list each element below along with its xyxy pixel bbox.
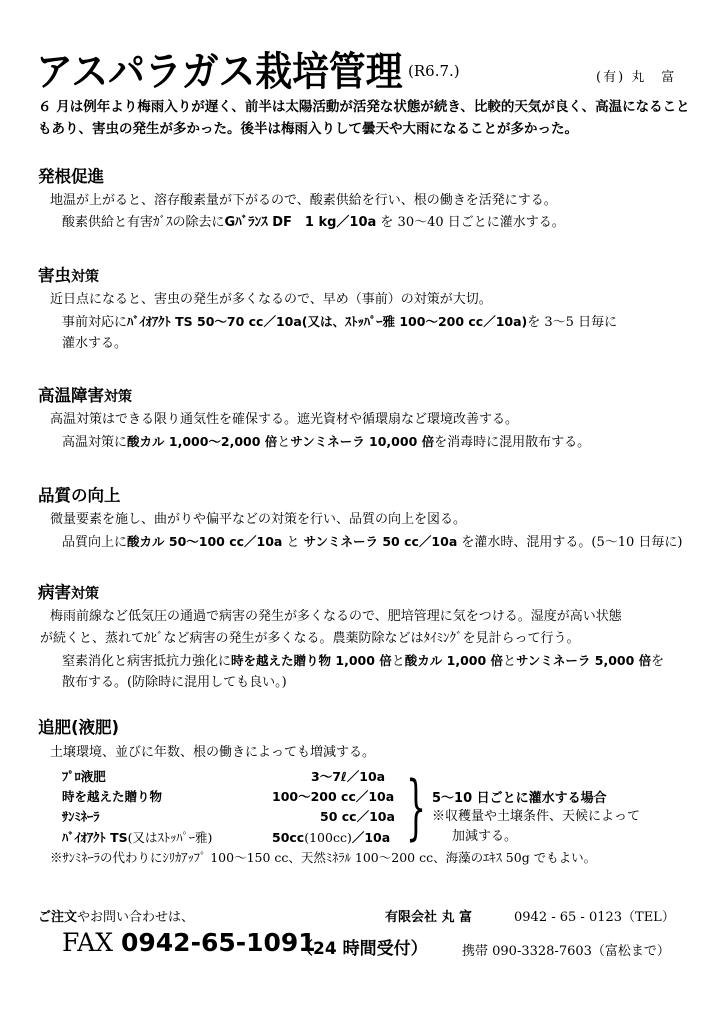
product-name: 時を越えた贈り物	[62, 789, 163, 804]
fertilizer-remark-2: 加減する。	[452, 829, 518, 844]
rooting-line-2: 酸素供給と有害ｶﾞｽの除去にGﾊﾞﾗﾝｽ DF 1 kg／10a を 30～40 日ごとに灌水する。	[62, 215, 565, 230]
company-name-footer: 有限会社 丸 富	[385, 910, 473, 925]
right-brace: }	[406, 766, 427, 848]
disease-line-4: 散布する。(防除時に混用しても良い。)	[62, 675, 287, 690]
quality-line-1: 微量要素を施し、曲がりや偏平などの対策を行い、品質の向上を図る。	[50, 512, 467, 527]
inquiry-text: ご注文やお問い合わせは、	[38, 910, 195, 925]
product-name: ｻﾝﾐﾈｰﾗ	[62, 809, 100, 824]
fertilizer-condition: 5～10 日ごとに灌水する場合	[432, 791, 607, 806]
quality-product-1: 酸カル 50～100 cc／10a	[127, 534, 283, 549]
disease-line-3: 窒素消化と病害抵抗力強化に時を越えた贈り物 1,000 倍と酸カル 1,000 倍とサンミネーラ 5,000 倍を	[62, 653, 665, 669]
mobile-phone: 携帯 090-3328-7603（富松まで）	[462, 944, 670, 959]
heading-rooting: 発根促進	[38, 167, 104, 186]
product-amount: 50 cc／10a	[320, 809, 395, 824]
product-amount: 100～200 cc／10a	[272, 789, 395, 804]
intro-paragraph: ６ 月は例年より梅雨入りが遅く、前半は太陽活動が活発な状態が続き、比較的天気が良く、高温になることもあり、害虫の発生が多かった。後半は梅雨入りして曇天や大雨になることが多かった。	[38, 99, 690, 137]
page-title: アスパラガス栽培管理	[36, 49, 403, 95]
disease-product-1: 時を越えた贈り物 1,000 倍	[231, 653, 392, 668]
heading-fertilizer: 追肥(液肥)	[38, 718, 120, 737]
disease-line-1: 梅雨前線など低気圧の通過で病害の発生が多くなるので、肥培管理に気をつける。湿度が高い状態	[50, 609, 622, 624]
pest-line-2: 事前対応にﾊﾞｲｵｱｸﾄ TS 50～70 cc／10a(又は、ｽﾄｯﾊﾟｰ雅 100～200 cc／10a)を 3～5 日毎に	[62, 314, 618, 330]
fax-line: FAX 0942-65-1091	[62, 928, 316, 957]
product-amount: 50cc(100cc)／10a	[272, 830, 391, 845]
company-name-top: (有) 丸 富	[596, 70, 677, 85]
telephone: 0942 - 65 - 0123（TEL）	[514, 910, 675, 925]
rooting-line-1: 地温が上がると、溶存酸素量が下がるので、酸素供給を行い、根の働きを活発にする。	[50, 193, 557, 208]
heading-quality: 品質の向上	[38, 486, 121, 505]
disease-product-2: 酸カル 1,000 倍	[404, 653, 504, 668]
heading-disease: 病害対策	[38, 583, 99, 602]
pest-line-3: 灌水する。	[62, 336, 128, 351]
rooting-product: Gﾊﾞﾗﾝｽ DF 1 kg／10a	[224, 215, 377, 230]
quality-line-2: 品質向上に酸カル 50～100 cc／10a と サンミネーラ 50 cc／10a を灌水時、混用する。(5～10 日毎に)	[62, 534, 683, 550]
heat-line-2: 高温対策に酸カル 1,000～2,000 倍とサンミネーラ 10,000 倍を消毒時に混用散布する。	[62, 434, 591, 450]
fertilizer-remark-1: ※収穫量や土壌条件、天候によって	[432, 809, 641, 824]
pest-line-1: 近日点になると、害虫の発生が多くなるので、早め（事前）の対策が大切。	[50, 292, 492, 307]
pest-product: ﾊﾞｲｵｱｸﾄ TS 50～70 cc／10a(又は、ｽﾄｯﾊﾟｰ雅 100～200 cc／10a)	[127, 314, 528, 329]
fax-number: 0942-65-1091	[120, 928, 316, 957]
heat-line-1: 高温対策はできる限り通気性を確保する。遮光資材や循環扇など環境改善する。	[50, 412, 519, 427]
heading-heat: 高温障害対策	[38, 386, 132, 405]
disease-line-2: が続くと、蒸れてｶﾋﾞなど病害の発生が多くなる。農薬防除などはﾀｲﾐﾝｸﾞを見計らって行う。	[40, 631, 580, 646]
fax-note: （24 時間受付）	[296, 939, 428, 959]
quality-product-2: サンミネーラ 50 cc／10a	[303, 534, 458, 549]
heading-pest: 害虫対策	[38, 266, 99, 285]
fertilizer-line-1: 土壌環境、並びに年数、根の働きによっても増減する。	[50, 745, 376, 760]
product-amount: 3～7ℓ／10a	[311, 769, 386, 784]
heat-product-2: サンミネーラ 10,000 倍	[290, 434, 435, 449]
product-name: ﾌﾟﾛ液肥	[62, 769, 106, 784]
disease-product-3: サンミネーラ 5,000 倍	[516, 653, 652, 668]
fertilizer-footnote: ※ｻﾝﾐﾈｰﾗの代わりにｼﾘｶｱｯﾌﾟ 100～150 cc、天然ﾐﾈﾗﾙ 100～200 cc、海藻のｴｷｽ 50g でもよい。	[50, 850, 597, 865]
product-name: ﾊﾞｲｵｱｸﾄ TS(又はｽﾄｯﾊﾟｰ雅)	[62, 830, 213, 845]
heat-product-1: 酸カル 1,000～2,000 倍	[127, 434, 278, 449]
issue-date: (R6.7.)	[408, 62, 460, 80]
